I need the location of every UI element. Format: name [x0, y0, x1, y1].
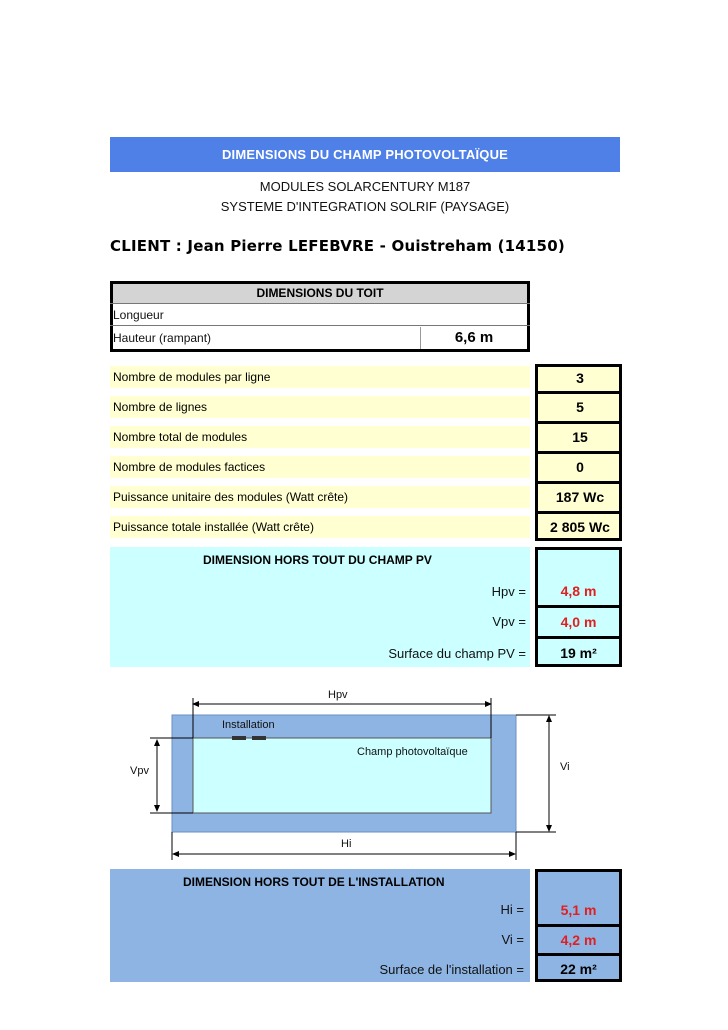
total-power-label: Puissance totale installée (Watt crête) [110, 516, 530, 538]
unit-power-value: 187 Wc [555, 489, 605, 505]
hpv-value: 4,8 m [560, 583, 597, 599]
dummy-modules-value: 0 [576, 459, 584, 475]
roof-table-heading: DIMENSIONS DU TOIT [113, 284, 527, 303]
hi-diagram-label: Hi [341, 838, 352, 850]
vi-value: 4,2 m [560, 932, 597, 948]
client-line: CLIENT : Jean Pierre LEFEBVRE - Ouistreham (14150) [110, 237, 565, 255]
vpv-diagram-label: Vpv [130, 765, 149, 777]
total-power-value: 2 805 Wc [550, 519, 610, 535]
page-title: DIMENSIONS DU CHAMP PHOTOVOLTAÏQUE [221, 147, 509, 162]
dummy-modules-label: Nombre de modules factices [110, 456, 530, 478]
pv-surface-value: 19 m² [560, 645, 597, 661]
unit-power-label: Puissance unitaire des modules (Watt crête) [110, 486, 530, 508]
vi-label: Vi = [501, 932, 524, 947]
champ-diagram-label: Champ photovoltaïque [357, 746, 468, 758]
vpv-value: 4,0 m [560, 614, 597, 630]
hi-value: 5,1 m [560, 902, 597, 918]
module-subtitle: MODULES SOLARCENTURY M187 [259, 179, 471, 194]
modules-per-row-value: 3 [576, 370, 584, 386]
roof-divider [110, 325, 530, 326]
total-modules-value: 15 [572, 429, 588, 445]
mark [232, 736, 246, 740]
vi-diagram-label: Vi [560, 761, 570, 773]
row-count-value: 5 [576, 399, 584, 415]
roof-length-label: Longueur [113, 308, 164, 322]
system-subtitle: SYSTEME D'INTEGRATION SOLRIF (PAYSAGE) [220, 199, 510, 214]
installation-diagram-label: Installation [222, 719, 275, 731]
installation-heading: DIMENSION HORS TOUT DE L'INSTALLATION [183, 875, 445, 889]
roof-divider [110, 303, 530, 304]
hpv-diagram-label: Hpv [328, 689, 348, 701]
hi-label: Hi = [500, 902, 524, 917]
mark [252, 736, 266, 740]
installation-surface-label: Surface de l'installation = [379, 962, 524, 977]
pv-surface-label: Surface du champ PV = [388, 646, 526, 661]
dimension-diagram [0, 680, 728, 860]
modules-per-row-label: Nombre de modules par ligne [110, 366, 530, 388]
installation-surface-value: 22 m² [560, 961, 597, 977]
total-modules-label: Nombre total de modules [110, 426, 530, 448]
row-count-label: Nombre de lignes [110, 396, 530, 418]
vpv-label: Vpv = [492, 614, 526, 629]
pv-field-heading: DIMENSION HORS TOUT DU CHAMP PV [203, 553, 432, 567]
roof-height-value: 6,6 m [420, 327, 527, 349]
roof-height-label: Hauteur (rampant) [113, 331, 212, 345]
hpv-label: Hpv = [491, 584, 526, 599]
